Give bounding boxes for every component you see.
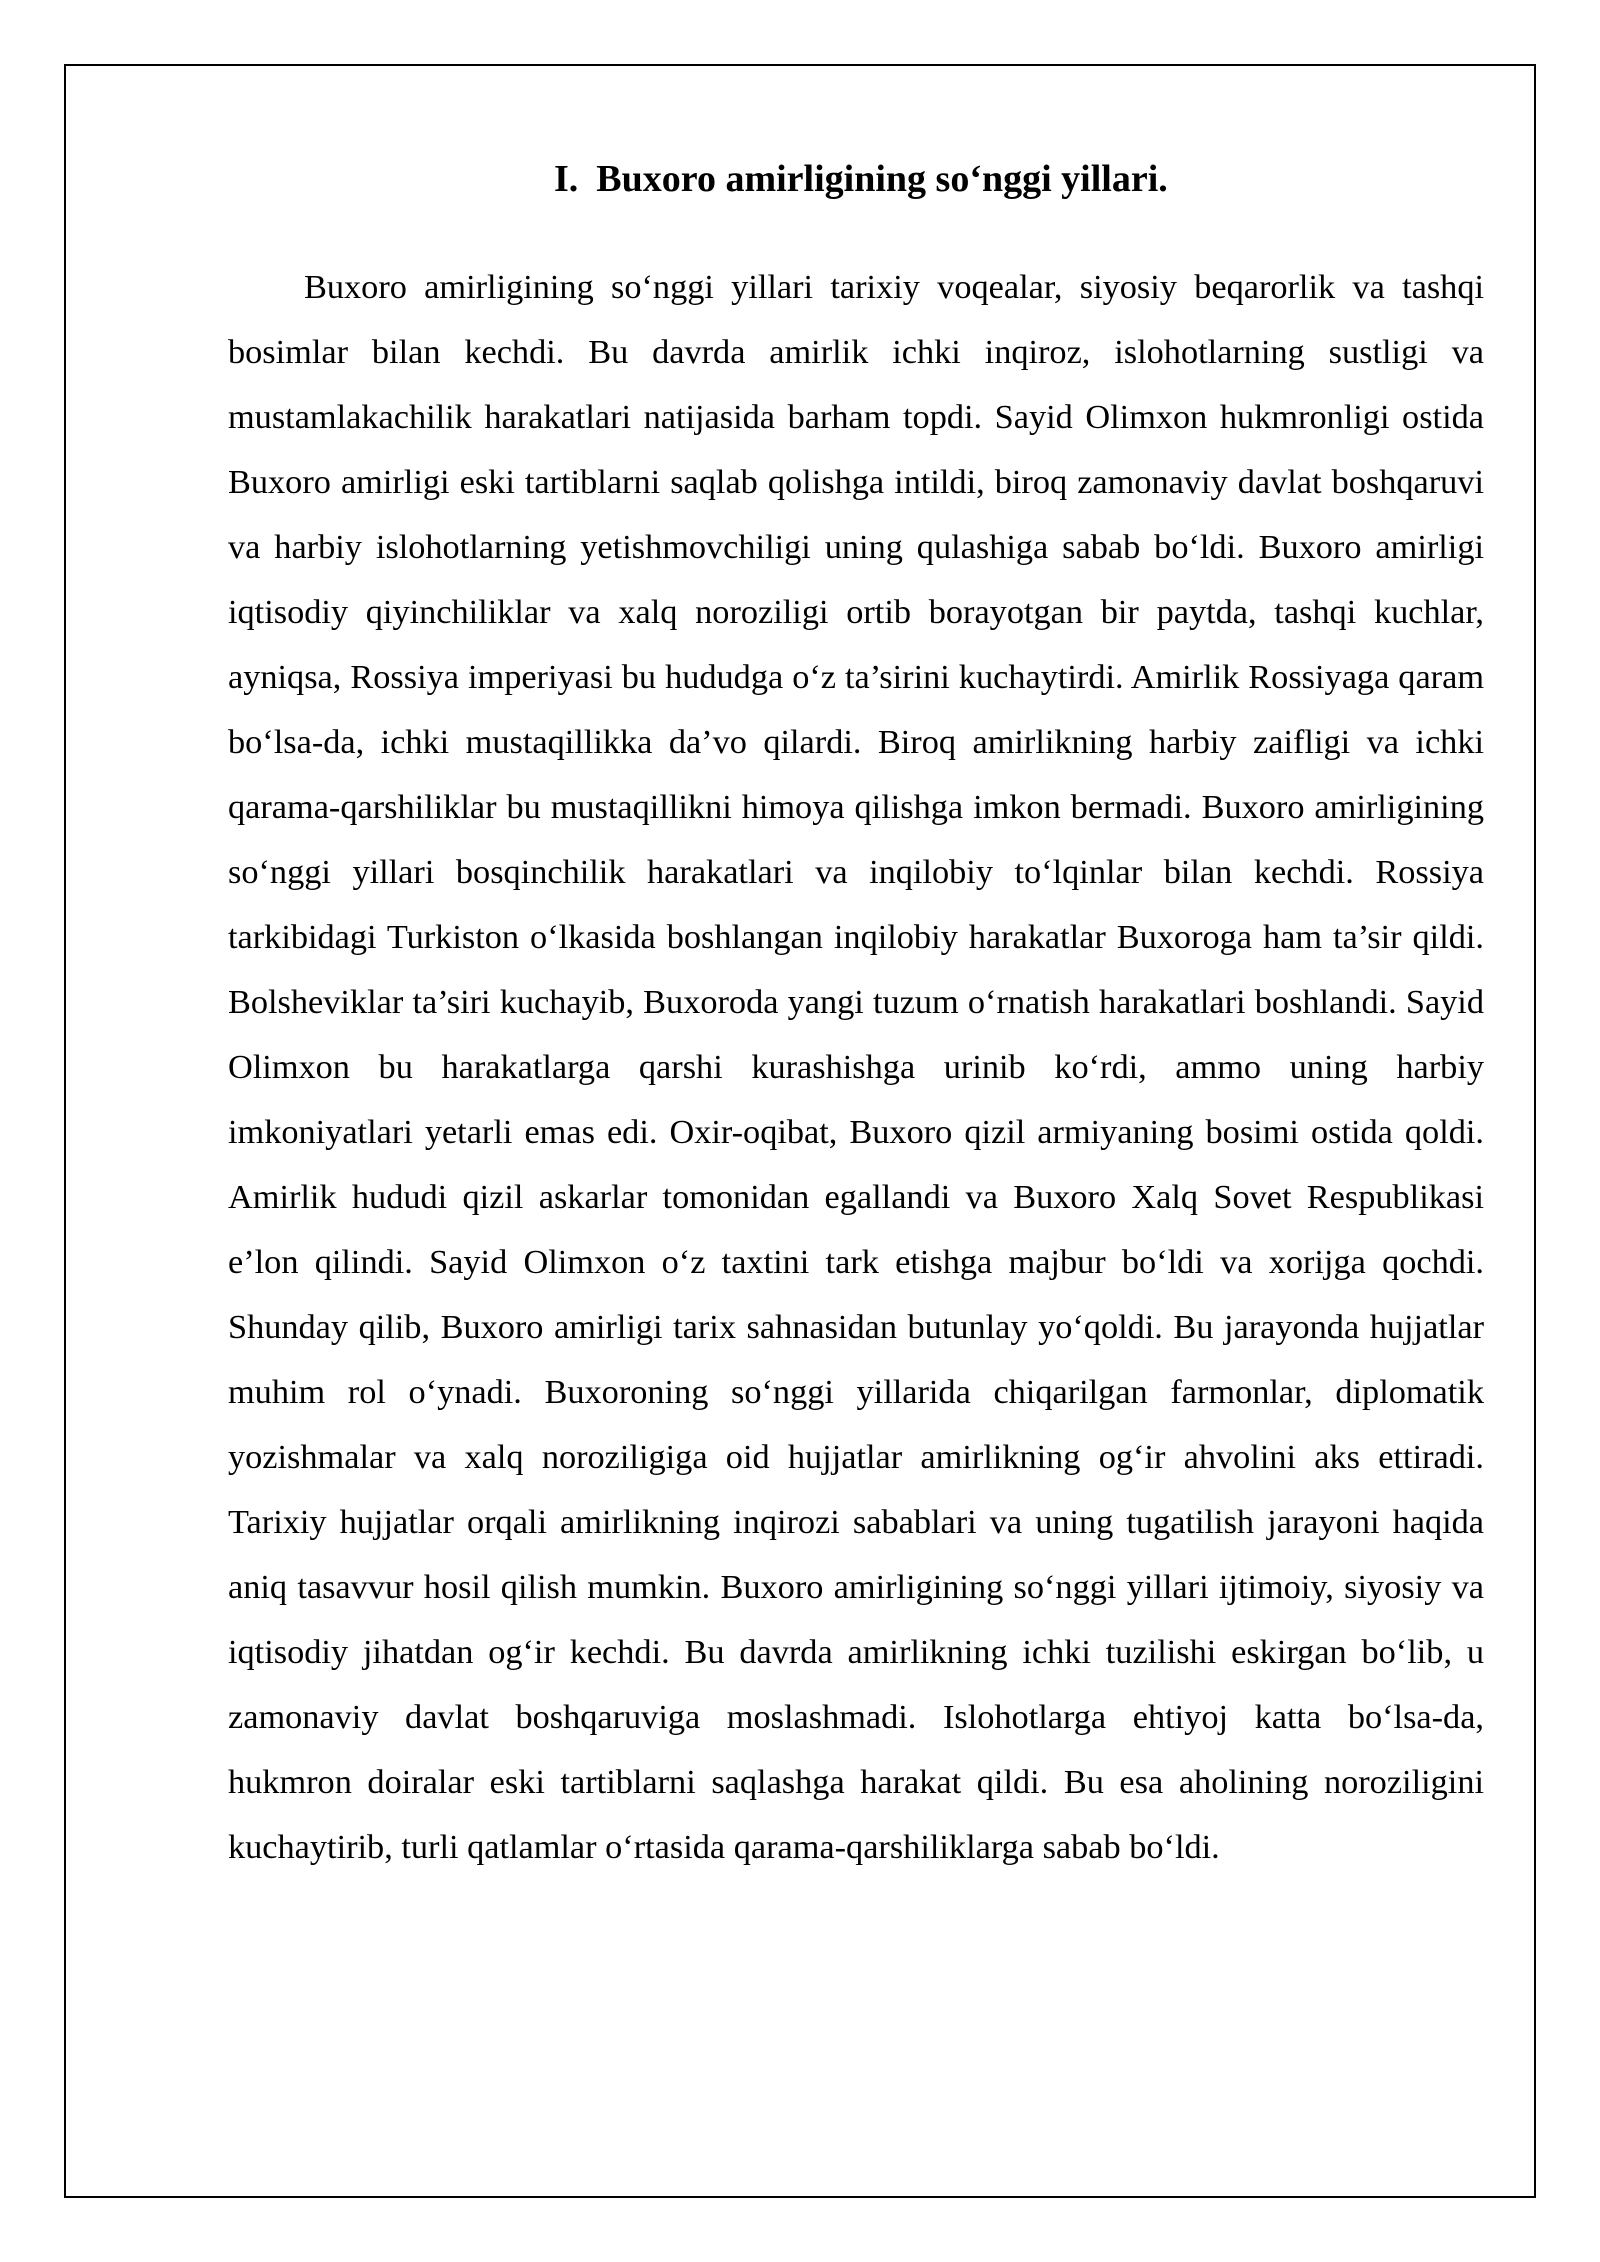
heading-text: Buxoro amirligining so‘nggi yillari. bbox=[596, 158, 1168, 200]
body-paragraph: Buxoro amirligining so‘nggi yillari tarixiy voqealar, siyosiy beqarorlik va tashqi bosimlar bilan kechdi. Bu davrda amirlik ichki inqiroz, islohotlarning sustligi va mustamlakachilik harakatlari natijasida barham topdi. Sayid Olimxon hukmronligi ostida Buxoro amirligi eski tartiblarni saqlab qolishga intildi, biroq zamonaviy davlat boshqaruvi va harbiy islohotlarning yetishmovchiligi uning qulashiga sabab bo‘ldi. Buxoro amirligi iqtisodiy qiyinchiliklar va xalq noroziligi ortib borayotgan bir paytda, tashqi kuchlar, ayniqsa, Rossiya imperiyasi bu hududga o‘z ta’sirini kuchaytirdi. Amirlik Rossiyaga qaram bo‘lsa-da, ichki mustaqillikka da’vo qilardi. Biroq amirlikning harbiy zaifligi va ichki qarama-qarshiliklar bu mustaqillikni himoya qilishga imkon bermadi. Buxoro amirligining so‘nggi yillari bosqinchilik harakatlari va inqilobiy to‘lqinlar bilan kechdi. Rossiya tarkibidagi Turkiston o‘lkasida boshlangan inqilobiy harakatlar Buxoroga ham ta’sir qildi. Bolsheviklar ta’siri kuchayib, Buxoroda yangi tuzum o‘rnatish harakatlari boshlandi. Sayid Olimxon bu harakatlarga qarshi kurashishga urinib ko‘rdi, ammo uning harbiy imkoniyatlari yetarli emas edi. Oxir-oqibat, Buxoro qizil armiyaning bosimi ostida qoldi. Amirlik hududi qizil askarlar tomonidan egallandi va Buxoro Xalq Sovet Respublikasi e’lon qilindi. Sayid Olimxon o‘z taxtini tark etishga majbur bo‘ldi va xorijga qochdi. Shunday qilib, Buxoro amirligi tarix sahnasidan butunlay yo‘qoldi. Bu jarayonda hujjatlar muhim rol o‘ynadi. Buxoroning so‘nggi yillarida chiqarilgan farmonlar, diplomatik yozishmalar va xalq noroziligiga oid hujjatlar amirlikning og‘ir ahvolini aks ettiradi. Tarixiy hujjatlar orqali amirlikning inqirozi sabablari va uning tugatilish jarayoni haqida aniq tasavvur hosil qilish mumkin. Buxoro amirligining so‘nggi yillari ijtimoiy, siyosiy va iqtisodiy jihatdan og‘ir kechdi. Bu davrda amirlikning ichki tuzilishi eskirgan bo‘lib, u zamonaviy davlat boshqaruviga moslashmadi. Islohotlarga ehtiyoj katta bo‘lsa-da, hukmron doiralar eski tartiblarni saqlashga harakat qildi. Bu esa aholining noroziligini kuchaytirib, turli qatlamlar o‘rtasida qarama-qarshiliklarga sabab bo‘ldi. bbox=[228, 268, 1484, 1866]
page-title bbox=[554, 153, 1168, 205]
heading-number: I. bbox=[554, 158, 579, 200]
